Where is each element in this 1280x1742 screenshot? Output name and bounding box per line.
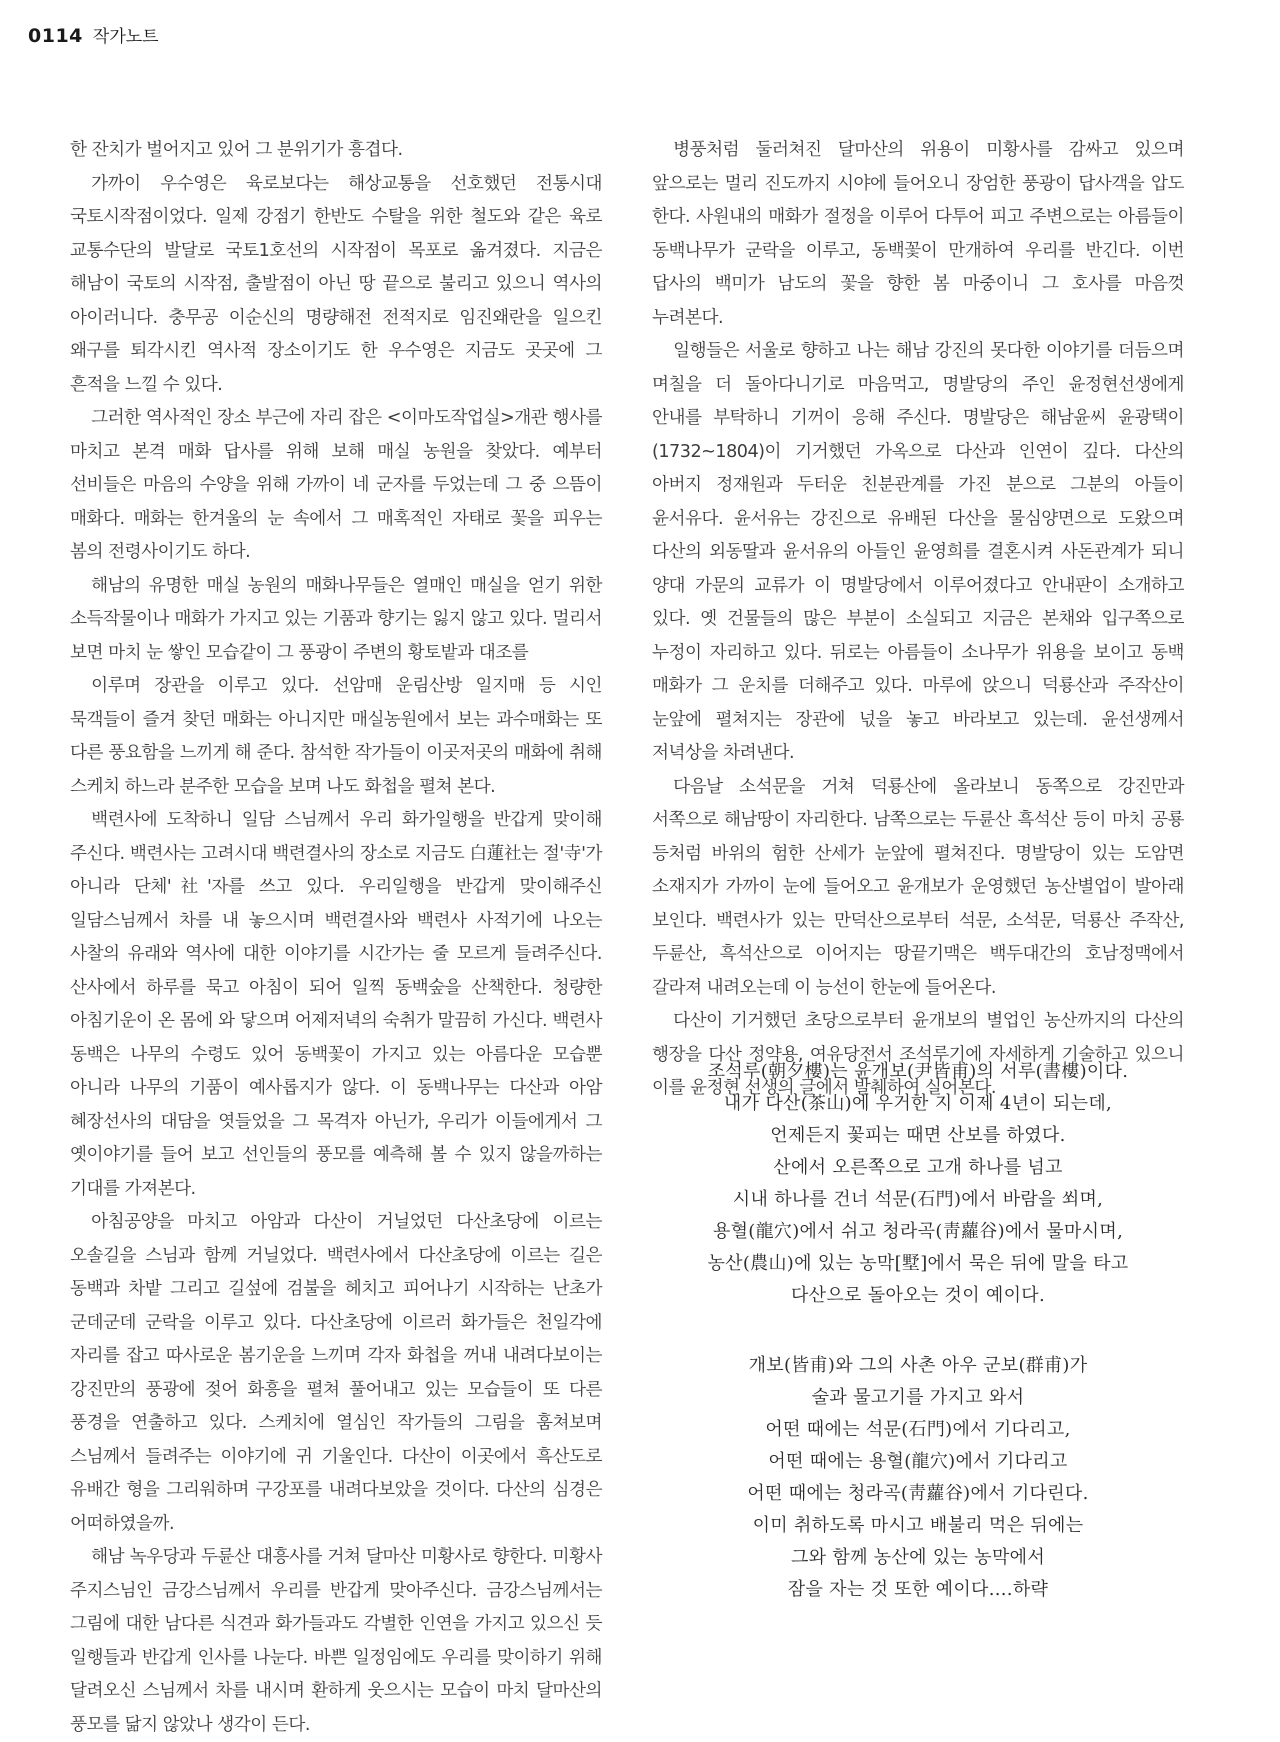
poem-line: 다산으로 돌아오는 것이 예이다.: [790, 1285, 1046, 1306]
poem-line: 어떤 때에는 용혈(龍穴)에서 기다리고: [768, 1451, 1068, 1472]
paragraph: 일행들은 서울로 향하고 나는 해남 강진의 못다한 이야기를 더듬으며 며칠을 더 돌아다니기로 마음먹고, 명발당의 주인 윤정현선생에게 안내를 부탁하니 기꺼이 응해 주신다. 명발당은 해남윤씨 윤광택이(1732~1804)이 기거했던 가옥으로 다산과 인연이 깊다. 다산의 아버지 정재원과 두터운 친분관계를 가진 분으로 그분의 아들이 윤서유다. 윤서유는 강진으로 유배된 다산을 물심양면으로 도왔으며 다산의 외동딸과 윤서유의 아들인 윤영희를 결혼시켜 사돈관계가 되니 양대 가문의 교류가 이 명발당에서 이루어졌다고 안내판이 소개하고 있다. 옛 건물들의 많은 부분이 소실되고 지금은 본채와 입구쪽으로 누정이 자리하고 있다. 뒤로는 아름들이 소나무가 위용을 보이고 동백 매화가 그 운치를 더해주고 있다. 마루에 앉으니 덕룡산과 주작산이 눈앞에 펼쳐지는 장관에 넋을 놓고 바라보고 있는데. 윤선생께서 저녁상을 차려낸다.: [652, 341, 1184, 763]
poem-line: 농산(農山)에 있는 농막[墅]에서 묵은 뒤에 말을 타고: [707, 1253, 1129, 1274]
poem-line: 개보(皆甫)와 그의 사촌 아우 군보(群甫)가: [748, 1355, 1088, 1376]
poem-line: 언제든지 꽃피는 때면 산보를 하였다.: [770, 1125, 1066, 1146]
paragraph: 그러한 역사적인 장소 부근에 자리 잡은 <이마도작업실>개관 행사를 마치고 본격 매화 답사를 위해 보해 매실 농원을 찾았다. 예부터 선비들은 마음의 수양을 위해 가까이 네 군자를 두었는데 그 중 으뜸이 매화다. 매화는 한겨울의 눈 속에서 그 매혹적인 자태로 꽃을 피우는 봄의 전령사이기도 하다.: [70, 408, 602, 562]
paragraph: 해남 녹우당과 두륜산 대흥사를 거쳐 달마산 미황사로 향한다. 미황사 주지스님인 금강스님께서 우리를 반갑게 맞아주신다. 금강스님께서는 그림에 대한 남다른 식견과 화가들과도 각별한 인연을 가지고 있으신 듯 일행들과 반갑게 인사를 나눈다. 바쁜 일정임에도 우리를 맞이하기 위해 달려오신 스님께서 차를 내시며 환하게 웃으시는 모습이 마치 달마산의 풍모를 닮지 않았나 생각이 든다.: [70, 1547, 602, 1735]
poem-line: 용혈(龍穴)에서 쉬고 청라곡(靑蘿谷)에서 물마시며,: [712, 1221, 1124, 1242]
paragraph: 이루며 장관을 이루고 있다. 선암매 운림산방 일지매 등 시인 묵객들이 즐겨 찾던 매화는 아니지만 매실농원에서 보는 과수매화는 또 다른 풍요함을 느끼게 해 준다. 참석한 작가들이 이곳저곳의 매화에 취해 스케치 하느라 분주한 모습을 보며 나도 화첩을 펼쳐 본다.: [70, 676, 602, 797]
quoted-passage-2: [652, 1350, 1184, 1606]
poem-line: 산에서 오른쪽으로 고개 하나를 넘고: [773, 1157, 1063, 1178]
poem-line: 내가 다산(茶山)에 우거한 지 이제 4년이 되는데,: [723, 1093, 1113, 1114]
poem-line: 잠을 자는 것 또한 예이다....하략: [787, 1579, 1049, 1600]
paragraph: 아침공양을 마치고 아암과 다산이 거닐었던 다산초당에 이르는 오솔길을 스님과 함께 거닐었다. 백련사에서 다산초당에 이르는 길은 동백과 차밭 그리고 길섶에 검불을 헤치고 피어나기 시작하는 난초가 군데군데 군락을 이루고 있다. 다산초당에 이르러 화가들은 천일각에 자리를 잡고 따사로운 봄기운을 느끼며 각자 화첩을 꺼내 내려다보이는 강진만의 풍광에 젖어 화흥을 펼쳐 풀어내고 있는 모습들이 또 다른 풍경을 연출하고 있다. 스케치에 열심인 작가들의 그림을 훔쳐보며 스님께서 들려주는 이야기에 귀 기울인다. 다산이 이곳에서 흑산도로 유배간 형을 그리워하며 구강포를 내려다보았을 것이다. 다산의 심경은 어떠하였을까.: [70, 1212, 602, 1534]
right-column: [652, 134, 1184, 1106]
paragraph: 병풍처럼 둘러쳐진 달마산의 위용이 미황사를 감싸고 있으며 앞으로는 멀리 진도까지 시야에 들어오니 장엄한 풍광이 답사객을 압도 한다. 사원내의 매화가 절정을 이루어 다투어 피고 주변으로는 아름들이 동백나무가 군락을 이루고, 동백꽃이 만개하여 우리를 반긴다. 이번 답사의 백미가 남도의 꽃을 향한 봄 마중이니 그 호사를 마음껏 누려본다.: [652, 140, 1184, 328]
poem-line: 그와 함께 농산에 있는 농막에서: [790, 1547, 1046, 1568]
poem-line: 시내 하나를 건너 석문(石門)에서 바람을 쐬며,: [732, 1189, 1104, 1210]
page-number: 0114: [28, 25, 83, 47]
paragraph: 해남의 유명한 매실 농원의 매화나무들은 열매인 매실을 얻기 위한 소득작물이나 매화가 가지고 있는 기품과 향기는 잃지 않고 있다. 멀리서 보면 마치 눈 쌓인 모습같이 그 풍광이 주변의 황토밭과 대조를: [70, 575, 602, 663]
quoted-passage-1: [652, 1056, 1184, 1312]
poem-line: 술과 물고기를 가지고 와서: [811, 1387, 1025, 1408]
paragraph: 백련사에 도착하니 일담 스님께서 우리 화가일행을 반갑게 맞이해 주신다. 백련사는 고려시대 백련결사의 장소로 지금도 白蓮社는 절'寺'가 아니라 단체'社'자를 쓰고 있다. 우리일행을 반갑게 맞이해주신 일담스님께서 차를 내 놓으시며 백련결사와 백련사 사적기에 나오는 사찰의 유래와 역사에 대한 이야기를 시간가는 줄 모르게 들려주신다. 산사에서 하루를 묵고 아침이 되어 일찍 동백숲을 산책한다. 청량한 아침기운이 온 몸에 와 닿으며 어제저녁의 숙취가 말끔히 가신다. 백련사 동백은 나무의 수령도 있어 동백꽃이 가지고 있는 아름다운 모습뿐 아니라 나무의 기품이 예사롭지가 않다. 이 동백나무는 다산과 아암 혜장선사의 대담을 엿들었을 그 목격자 아닌가, 우리가 이들에게서 그 옛이야기를 들어 보고 선인들의 풍모를 예측해 볼 수 있지 않을까하는 기대를 가져본다.: [70, 810, 602, 1199]
paragraph: 다음날 소석문을 거쳐 덕룡산에 올라보니 동쪽으로 강진만과 서쪽으로 해남땅이 자리한다. 남쪽으로는 두륜산 흑석산 등이 마치 공룡 등처럼 바위의 험한 산세가 눈앞에 펼쳐진다. 명발당이 있는 도암면 소재지가 가까이 눈에 들어오고 윤개보가 운영했던 농산별업이 발아래 보인다. 백련사가 있는 만덕산으로부터 석문, 소석문, 덕룡산 주작산,두륜산, 흑석산으로 이어지는 땅끝기맥은 백두대간의 호남정맥에서 갈라져 내려오는데 이 능선이 한눈에 들어온다.: [652, 776, 1184, 998]
page-header: [28, 22, 159, 47]
left-column: [70, 134, 602, 1742]
paragraph: 한 잔치가 벌어지고 있어 그 분위기가 흥겹다.: [70, 140, 403, 160]
poem-line: 조석루(朝夕樓)는 윤개보(尹皆甫)의 서루(書樓)이다.: [707, 1061, 1129, 1082]
paragraph: 다산이 기거했던 초당으로부터 윤개보의 별업인 농산까지의 다산의 행장을 다산 정약용, 여유당전서 조석루기에 자세하게 기술하고 있으니 이를 윤정현 선생의 글에서 발췌하여 실어본다.: [652, 1011, 1184, 1098]
poem-line: 이미 취하도록 마시고 배불리 먹은 뒤에는: [752, 1515, 1084, 1536]
section-title: 작가노트: [92, 27, 159, 47]
poem-line: 어떤 때에는 석문(石門)에서 기다리고,: [765, 1419, 1071, 1440]
poem-line: 어떤 때에는 청라곡(靑蘿谷)에서 기다린다.: [747, 1483, 1089, 1504]
paragraph: 가까이 우수영은 육로보다는 해상교통을 선호했던 전통시대 국토시작점이었다. 일제 강점기 한반도 수탈을 위한 철도와 같은 육로 교통수단의 발달로 국토1호선의 시작점이 목포로 옮겨졌다. 지금은 해남이 국토의 시작점, 출발점이 아닌 땅 끝으로 불리고 있으니 역사의 아이러니다. 충무공 이순신의 명량해전 전적지로 임진왜란을 일으킨 왜구를 퇴각시킨 역사적 장소이기도 한 우수영은 지금도 곳곳에 그 흔적을 느낄 수 있다.: [70, 173, 602, 395]
